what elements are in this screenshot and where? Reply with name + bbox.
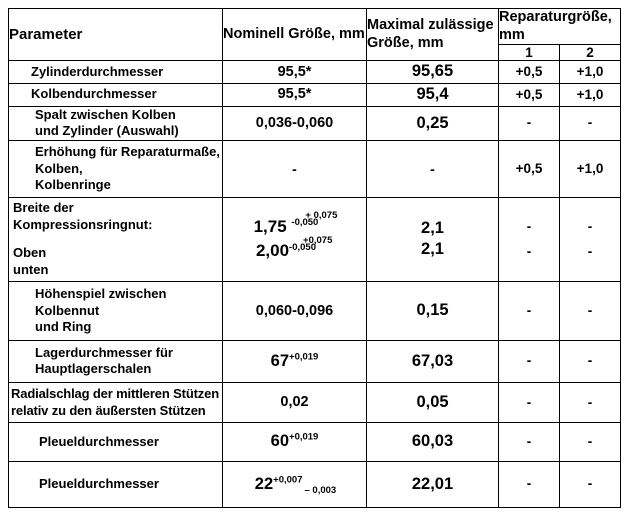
parameter-line: Pleueldurchmesser	[39, 475, 159, 491]
parameter-line: Kolbennut	[35, 302, 100, 318]
cell-max-allowed-size: 60,03	[367, 423, 499, 461]
cell-repair-1: +0,5	[499, 141, 560, 197]
table-row	[9, 61, 621, 84]
tolerance-value	[271, 352, 319, 370]
cell-repair-1: -	[499, 282, 560, 340]
header-repair-col-1: 1	[499, 45, 560, 61]
cell-parameter	[9, 83, 223, 106]
parameter-line: Höhenspiel zwischen	[35, 285, 167, 301]
tolerance-base: 1,75	[253, 216, 292, 236]
cell-repair-1	[499, 197, 560, 282]
cell-nominal-size: 95,5*	[223, 83, 367, 106]
tolerance-base: 2,00	[255, 241, 290, 261]
tolerance-value	[255, 234, 333, 264]
cell-repair-2: -	[560, 423, 621, 461]
cell-nominal-size: -	[223, 141, 367, 197]
tolerance-base: 67	[270, 351, 290, 370]
repair-value-line: -	[587, 218, 593, 234]
header-max-line1: Maximal	[367, 17, 425, 33]
header-max-allowed-size	[367, 9, 499, 61]
table-row	[9, 106, 621, 141]
header-parameter: Parameter	[9, 9, 223, 61]
parameter-spacer	[9, 233, 222, 245]
cell-max-allowed-size: 95,4	[367, 83, 499, 106]
max-value-line: 2,1	[421, 218, 444, 237]
cell-repair-1: -	[499, 461, 560, 507]
header-repair-col-2: 2	[560, 45, 621, 61]
table-row	[9, 197, 621, 282]
repair-value-line: -	[587, 244, 593, 260]
cell-nominal-size	[223, 423, 367, 461]
parameter-line: Zylinderdurchmesser	[31, 63, 164, 79]
cell-parameter	[9, 61, 223, 84]
parameter-line: und Ring	[35, 319, 92, 335]
tolerance-value	[254, 474, 337, 496]
cell-parameter	[9, 461, 223, 507]
header-nominal-line1: Nominell	[223, 25, 285, 42]
header-row-main	[9, 9, 621, 45]
tolerance-value	[271, 432, 319, 450]
spec-table-container	[8, 8, 620, 508]
parameter-line: und Zylinder (Auswahl)	[35, 123, 179, 139]
parameter-line: Erhöhung für Reparaturmaße,	[35, 143, 220, 159]
header-nominal-size	[223, 9, 367, 61]
table-row	[9, 461, 621, 507]
repair-value-line: -	[526, 218, 532, 234]
cell-repair-2: -	[560, 106, 621, 141]
header-repair-size	[499, 9, 621, 45]
table-row	[9, 282, 621, 340]
parameter-line: Radialschlag der mittleren Stützen	[11, 386, 220, 402]
parameter-line: Kolbendurchmesser	[31, 86, 157, 102]
parameter-line: Oben	[13, 245, 47, 261]
tolerance-upper: + 0,075	[305, 209, 338, 221]
parameter-line: Pleueldurchmesser	[39, 433, 159, 449]
cell-max-allowed-size: 0,25	[367, 106, 499, 141]
cell-repair-2: -	[560, 382, 621, 422]
cell-repair-1: -	[499, 382, 560, 422]
cell-repair-1: -	[499, 340, 560, 382]
cell-nominal-size: 0,02	[223, 382, 367, 422]
cell-repair-2: -	[560, 340, 621, 382]
tolerance-limits	[289, 234, 333, 256]
header-repair-line2: mm	[499, 26, 525, 43]
cell-repair-1: +0,5	[499, 61, 560, 84]
cell-max-allowed-size: 0,05	[367, 382, 499, 422]
tolerance-upper: +0,075	[303, 234, 333, 246]
cell-repair-2: +1,0	[560, 61, 621, 84]
cell-nominal-size: 95,5*	[223, 61, 367, 84]
cell-nominal-size	[223, 340, 367, 382]
cell-max-allowed-size: 22,01	[367, 461, 499, 507]
cell-parameter	[9, 106, 223, 141]
max-value-line: 2,1	[421, 240, 444, 259]
parameter-line: relativ zu den äußersten Stützen	[11, 402, 206, 418]
tolerance-upper: +0,019	[289, 351, 319, 363]
tolerance-upper: +0,007	[273, 474, 303, 486]
cell-repair-2: -	[560, 282, 621, 340]
cell-parameter	[9, 141, 223, 197]
parameter-line: Spalt zwischen Kolben	[35, 106, 176, 122]
tolerance-base: 60	[270, 432, 290, 451]
cell-nominal-size: 0,060-0,096	[223, 282, 367, 340]
cell-max-allowed-size: 95,65	[367, 61, 499, 84]
cell-repair-2: +1,0	[560, 83, 621, 106]
table-row	[9, 340, 621, 382]
table-header	[9, 9, 621, 61]
table-row	[9, 382, 621, 422]
cell-repair-2: +1,0	[560, 141, 621, 197]
header-max-line3: Größe, mm	[367, 34, 444, 51]
cell-max-allowed-size: -	[367, 141, 499, 197]
cell-repair-1: +0,5	[499, 83, 560, 106]
cell-nominal-size	[223, 461, 367, 507]
table-row	[9, 141, 621, 197]
cell-repair-2	[560, 197, 621, 282]
cell-max-allowed-size	[367, 197, 499, 282]
cell-nominal-size	[223, 197, 367, 282]
cell-parameter	[9, 423, 223, 461]
parameter-line: Hauptlagerschalen	[35, 361, 152, 377]
repair-value-line: -	[526, 244, 532, 260]
parameter-line: Kolben,	[35, 160, 83, 176]
tolerance-lower: – 0,003	[304, 484, 337, 496]
tolerance-lower: -0,050	[291, 216, 319, 228]
cell-repair-1: -	[499, 106, 560, 141]
cell-parameter	[9, 340, 223, 382]
tolerance-base: 22	[254, 474, 274, 493]
cell-parameter	[9, 382, 223, 422]
cell-nominal-size: 0,036-0,060	[223, 106, 367, 141]
cell-max-allowed-size: 0,15	[367, 282, 499, 340]
table-row	[9, 423, 621, 461]
tolerance-limits	[291, 209, 338, 232]
cell-repair-2: -	[560, 461, 621, 507]
header-repair-line1: Reparaturgröße,	[499, 9, 612, 25]
header-nominal-line2: Größe, mm	[288, 25, 365, 42]
header-max-line2: zulässige	[428, 17, 494, 33]
cell-parameter	[9, 282, 223, 340]
parameter-line: Lagerdurchmesser für	[35, 344, 173, 360]
parameter-line: Kompressionsringnut:	[13, 216, 153, 232]
table-body	[9, 61, 621, 508]
cell-parameter	[9, 197, 223, 282]
parameter-line: Kolbenringe	[35, 177, 111, 193]
tolerance-upper: +0,019	[289, 431, 319, 443]
cell-repair-1: -	[499, 423, 560, 461]
cell-max-allowed-size: 67,03	[367, 340, 499, 382]
parameter-line: unten	[13, 262, 49, 277]
engine-specification-table	[8, 8, 621, 508]
table-row	[9, 83, 621, 106]
tolerance-lower: -0,050	[289, 241, 316, 253]
parameter-line: Breite der	[13, 200, 74, 216]
